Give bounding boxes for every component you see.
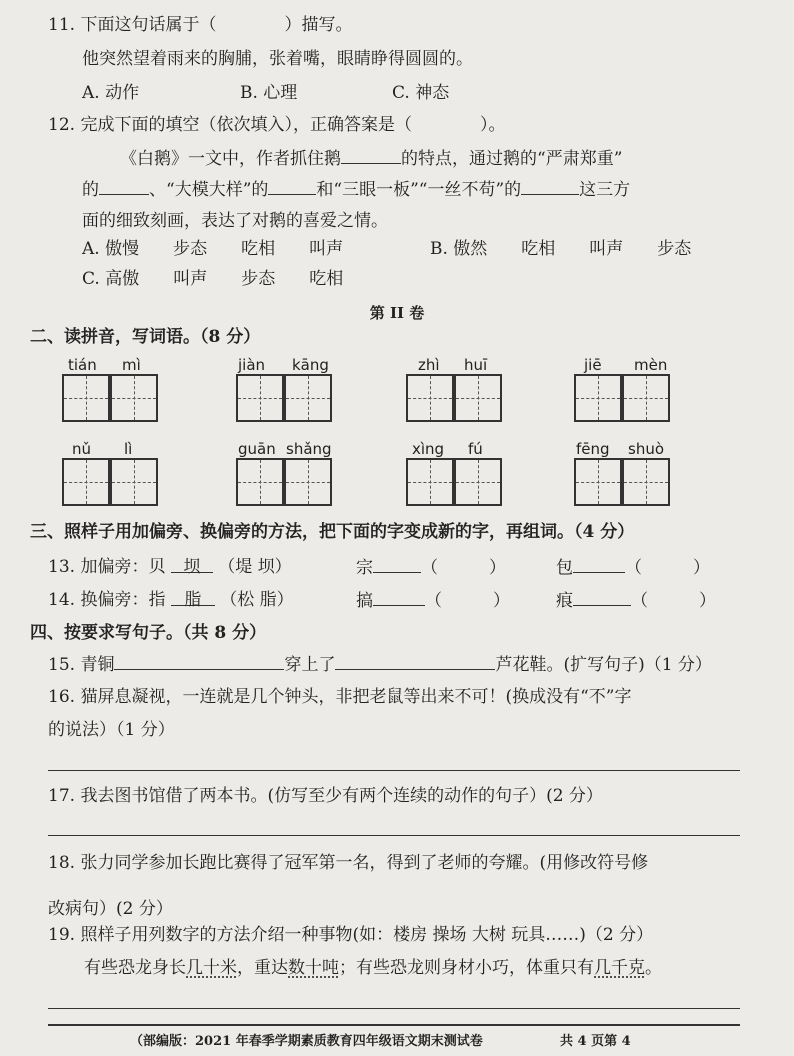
q15-line: 15. 青铜 穿上了 芦花鞋。(扩写句子)（1 分）	[48, 655, 712, 675]
q12-prompt: 12. 完成下面的填空（依次填入），正确答案是（ ）。	[48, 115, 506, 135]
pinyin-2b: kāng	[292, 356, 329, 374]
writing-box[interactable]	[62, 458, 110, 506]
q12-line2: 的 、“大模大样”的 和“三眼一板”“一丝不苟”的 这三方	[82, 180, 631, 200]
writing-box[interactable]	[574, 374, 622, 422]
q13-blank-1[interactable]	[373, 556, 421, 573]
q17-answer-line[interactable]	[48, 835, 740, 836]
q13-item-1: 宗 （ ）	[356, 558, 506, 578]
pinyin-6b: shǎng	[286, 440, 332, 458]
writing-box[interactable]	[284, 374, 332, 422]
q18-line2: 改病句）(2 分）	[48, 899, 173, 919]
volume-heading: 第 II 卷	[369, 304, 425, 322]
q16-line2: 的说法）（1 分）	[48, 720, 175, 740]
writing-box[interactable]	[622, 374, 670, 422]
q14-item-2: 痕 （ ）	[556, 591, 716, 611]
q11-option-b: B. 心理	[240, 83, 298, 103]
pinyin-4b: mèn	[634, 356, 668, 374]
pinyin-3b: huī	[464, 356, 488, 374]
q11-prompt: 11. 下面这句话属于（ ）描写。	[48, 15, 353, 35]
q14-blank-1[interactable]	[373, 589, 425, 606]
q13-example: 坝	[171, 556, 213, 573]
q13-line: 13. 加偏旁：贝 坝 （堤 坝）	[48, 557, 292, 577]
q12-line3: 面的细致刻画，表达了对鹅的喜爱之情。	[82, 211, 388, 231]
q11-option-a: A. 动作	[82, 83, 140, 103]
q14-blank-2[interactable]	[573, 589, 631, 606]
q12-blank-1[interactable]	[341, 147, 401, 164]
q12-line1: 《白鹅》一文中，作者抓住鹅 的特点，通过鹅的“严肃郑重”	[120, 149, 623, 169]
pinyin-7b: fú	[468, 440, 483, 458]
q16-answer-line[interactable]	[48, 770, 740, 771]
writing-box[interactable]	[454, 374, 502, 422]
q15-blank-1[interactable]	[114, 653, 284, 670]
writing-box[interactable]	[284, 458, 332, 506]
q13-blank-2[interactable]	[573, 556, 625, 573]
writing-box[interactable]	[62, 374, 110, 422]
q12-blank-2[interactable]	[99, 178, 149, 195]
footer-rule	[48, 1024, 740, 1026]
q17-line: 17. 我去图书馆借了两本书。(仿写至少有两个连续的动作的句子）(2 分）	[48, 786, 603, 806]
writing-box[interactable]	[110, 458, 158, 506]
footer-page: 共 4 页第 4	[560, 1034, 631, 1049]
pinyin-8a: fēng	[576, 440, 610, 458]
writing-box[interactable]	[622, 458, 670, 506]
section3-title: 三、照样子用加偏旁、换偏旁的方法，把下面的字变成新的字，再组词。（4 分）	[30, 522, 635, 542]
q11-option-c: C. 神态	[392, 83, 450, 103]
q12-option-a: A. 傲慢 步态 吃相 叫声	[82, 239, 344, 259]
writing-box[interactable]	[574, 458, 622, 506]
q16-line1: 16. 猫屏息凝视，一连就是几个钟头，非把老鼠等出来不可！(换成没有“不”字	[48, 687, 632, 707]
q12-option-c: C. 高傲 叫声 步态 吃相	[82, 269, 344, 289]
q12-option-b: B. 傲然 吃相 叫声 步态	[430, 239, 692, 259]
q15-blank-2[interactable]	[335, 653, 495, 670]
footer-title: （部编版：2021 年春季学期素质教育四年级语文期末测试卷	[130, 1034, 483, 1049]
q19-emphasis-1: 几十米	[186, 958, 237, 978]
writing-box[interactable]	[454, 458, 502, 506]
pinyin-1b: mì	[122, 356, 141, 374]
q19-emphasis-3: 几千克	[594, 958, 645, 978]
pinyin-1a: tián	[68, 356, 97, 374]
q19-emphasis-2: 数十吨	[288, 958, 339, 978]
q12-blank-4[interactable]	[521, 178, 579, 195]
q19-example: 有些恐龙身长几十米，重达数十吨；有些恐龙则身材小巧，体重只有几千克。	[84, 958, 662, 978]
pinyin-4a: jiē	[584, 356, 602, 374]
pinyin-5b: lì	[124, 440, 133, 458]
section2-title: 二、读拼音，写词语。（8 分）	[30, 327, 261, 347]
q11-sentence: 他突然望着雨来的胸脯，张着嘴，眼睛睁得圆圆的。	[82, 49, 473, 69]
writing-box[interactable]	[236, 458, 284, 506]
q18-line1: 18. 张力同学参加长跑比赛得了冠军第一名，得到了老师的夸耀。(用修改符号修	[48, 853, 649, 873]
pinyin-7a: xìng	[412, 440, 445, 458]
pinyin-3a: zhì	[418, 356, 440, 374]
q14-example: 脂	[171, 589, 215, 606]
q13-item-2: 包 （ ）	[556, 558, 710, 578]
writing-box[interactable]	[236, 374, 284, 422]
section4-title: 四、按要求写句子。（共 8 分）	[30, 623, 267, 643]
writing-box[interactable]	[110, 374, 158, 422]
pinyin-8b: shuò	[628, 440, 665, 458]
q19-line1: 19. 照样子用列数字的方法介绍一种事物(如：楼房 操场 大树 玩具……)（2 分）	[48, 925, 654, 945]
q19-answer-line[interactable]	[48, 1008, 740, 1009]
pinyin-2a: jiàn	[238, 356, 266, 374]
q14-line: 14. 换偏旁：指 脂 （松 脂）	[48, 590, 294, 610]
writing-box[interactable]	[406, 374, 454, 422]
pinyin-6a: guān	[238, 440, 276, 458]
q14-item-1: 搞 （ ）	[356, 591, 510, 611]
pinyin-5a: nǔ	[72, 440, 92, 458]
writing-box[interactable]	[406, 458, 454, 506]
q12-blank-3[interactable]	[268, 178, 316, 195]
